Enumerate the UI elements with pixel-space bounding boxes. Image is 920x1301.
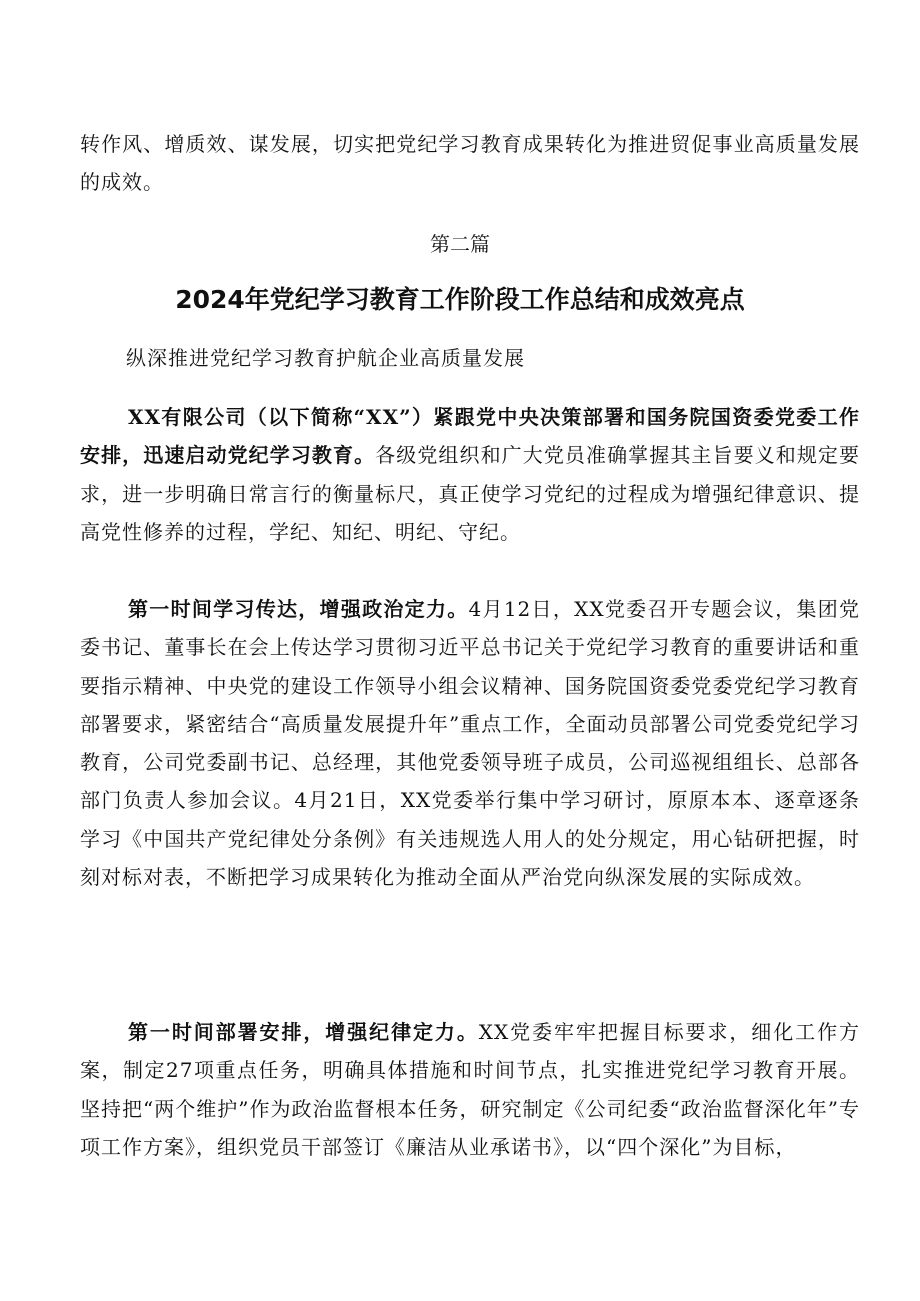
paragraph-body: XX党委牢牢把握目标要求，细化工作方案，制定27项重点任务，明确具体措施和时间节点，扎实推进党纪学习教育开展。坚持把“两个维护”作为政治监督根本任务，研究制定《公司纪委“政治监督深化年”专项工作方案》，组织党员干部签订《廉洁从业承诺书》，以“四个深化”为目标， bbox=[80, 1020, 860, 1159]
paragraph-lead: XX有限公司（以下简称“XX”）紧跟党中央决策部署和国务院国资委党委工作安排，迅速启动党纪学习教育。 bbox=[80, 405, 860, 468]
paragraph-body: 各级党组织和广大党员准确掌握其主旨要义和规定要求，进一步明确日常言行的衡量标尺，真正使学习党纪的过程成为增强纪律意识、提高党性修养的过程，学纪、知纪、明纪、守纪。 bbox=[80, 443, 861, 544]
document-title: 2024年党纪学习教育工作阶段工作总结和成效亮点 bbox=[175, 285, 745, 314]
section-label: 第二篇 bbox=[430, 232, 490, 256]
paragraph-body: 4月12日，XX党委召开专题会议，集团党委书记、董事长在会上传达学习贯彻习近平总书记关于党纪学习教育的重要讲话和重要指示精神、中央党的建设工作领导小组会议精神、国务院国资委党委党纪学习教育部署要求，紧密结合“高质量发展提升年”重点工作，全面动员部署公司党委党纪学习教育，公司党委副书记、总经理，其他党委领导班子成员，公司巡视组组长、总部各部门负责人参加会议。4月21日，XX党委举行集中学习研讨，原原本本、逐章逐条学习《中国共产党纪律处分条例》有关违规选人用人的处分规定，用心钻研把握，时刻对标对表，不断把学习成果转化为推动全面从严治党向纵深发展的实际成效。 bbox=[80, 597, 860, 890]
paragraph-lead: 第一时间学习传达，增强政治定力。 bbox=[128, 597, 469, 621]
document-subtitle: 纵深推进党纪学习教育护航企业高质量发展 bbox=[126, 346, 525, 370]
paragraph-lead: 第一时间部署安排，增强纪律定力。 bbox=[128, 1020, 479, 1044]
paragraph-deployment-arrangement bbox=[80, 1013, 860, 1166]
paragraph-study-transmission bbox=[80, 590, 860, 896]
intro-continuation-paragraph: 转作风、增质效、谋发展，切实把党纪学习教育成果转化为推进贸促事业高质量发展的成效。 bbox=[80, 132, 860, 195]
paragraph-company-overview bbox=[80, 398, 860, 551]
